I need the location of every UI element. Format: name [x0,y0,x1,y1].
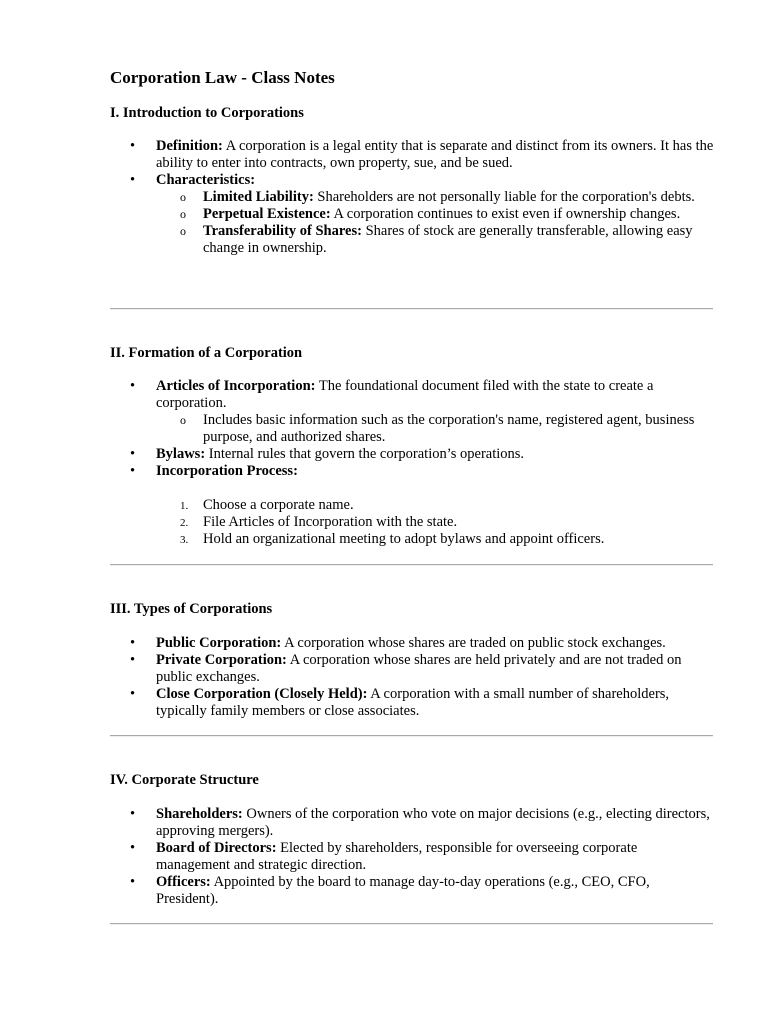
characteristics-sublist [156,189,714,257]
step-number: 1. [180,500,189,512]
section-1-heading: I. Introduction to Corporations [110,105,304,121]
process-steps [110,497,714,548]
step-item [110,531,714,548]
item-text: A corporation whose shares are held privately and are not traded on public exchanges. [156,652,682,685]
item-label: Transferability of Shares: [203,223,362,239]
item-text: Includes basic information such as the corporation's name, registered agent, business purpose, and authorized shares. [203,412,695,445]
sublist-item [156,206,714,223]
item-label: Limited Liability: [203,189,314,205]
item-label: Characteristics: [156,172,256,188]
item-label: Private Corporation: [156,652,287,668]
list-item-definition [110,138,714,172]
section-divider [110,735,713,737]
item-text: A corporation with a small number of shareholders, typically family members or close associates. [156,686,670,719]
section-2-body [110,378,714,548]
section-3-heading: III. Types of Corporations [110,601,273,617]
step-item [110,514,714,531]
list-item-bylaws [110,446,714,463]
section-4-list [110,806,714,908]
item-text: Appointed by the board to manage day-to-day operations (e.g., CEO, CFO, President). [156,874,650,907]
item-label: Incorporation Process: [156,463,298,479]
item-label: Perpetual Existence: [203,206,331,222]
list-item [110,806,714,840]
item-label: Articles of Incorporation: [156,378,316,394]
sublist-item [156,223,714,257]
list-item [110,652,714,686]
item-label: Board of Directors: [156,840,277,856]
step-text: File Articles of Incorporation with the state. [203,514,458,530]
section-1-body [110,138,714,257]
item-label: Public Corporation: [156,635,282,651]
item-label: Bylaws: [156,446,206,462]
document-title: Corporation Law - Class Notes [110,68,335,87]
step-text: Choose a corporate name. [203,497,354,513]
section-3-body [110,635,714,720]
sublist-item [156,189,714,206]
item-label: Close Corporation (Closely Held): [156,686,368,702]
list-item-articles [110,378,714,446]
item-text: A corporation continues to exist even if ownership changes. [333,206,681,222]
item-text: Shares of stock are generally transferable, allowing easy change in ownership. [203,223,693,256]
list-item-characteristics [110,172,714,257]
list-item [110,840,714,874]
list-item [110,635,714,652]
section-divider [110,308,713,310]
item-text: A corporation whose shares are traded on public stock exchanges. [284,635,666,651]
item-label: Definition: [156,138,223,154]
item-label: Officers: [156,874,211,890]
item-text: A corporation is a legal entity that is separate and distinct from its owners. It has the ability to enter into contracts, own property, sue, and be sued. [156,138,714,171]
step-number: 2. [180,517,189,529]
section-3-list [110,635,714,720]
section-1-list [110,138,714,257]
step-item [110,497,714,514]
articles-sublist [156,412,714,446]
section-4-body [110,806,714,908]
item-text: Shareholders are not personally liable for the corporation's debts. [317,189,695,205]
item-label: Shareholders: [156,806,243,822]
section-divider [110,564,713,566]
list-item [110,686,714,720]
item-text: The foundational document filed with the state to create a corporation. [156,378,654,411]
item-text: Internal rules that govern the corporation’s operations. [208,446,525,462]
step-text: Hold an organizational meeting to adopt bylaws and appoint officers. [203,531,605,547]
sublist-item [156,412,714,446]
item-text: Elected by shareholders, responsible for overseeing corporate management and strategic direction. [156,840,638,873]
list-item-process [110,463,714,480]
step-number: 3. [180,534,189,546]
section-2-list [110,378,714,480]
list-item [110,874,714,908]
section-2-heading: II. Formation of a Corporation [110,345,303,361]
item-text: Owners of the corporation who vote on major decisions (e.g., electing directors, approving mergers). [156,806,710,839]
section-divider [110,923,713,925]
section-4-heading: IV. Corporate Structure [110,772,259,788]
